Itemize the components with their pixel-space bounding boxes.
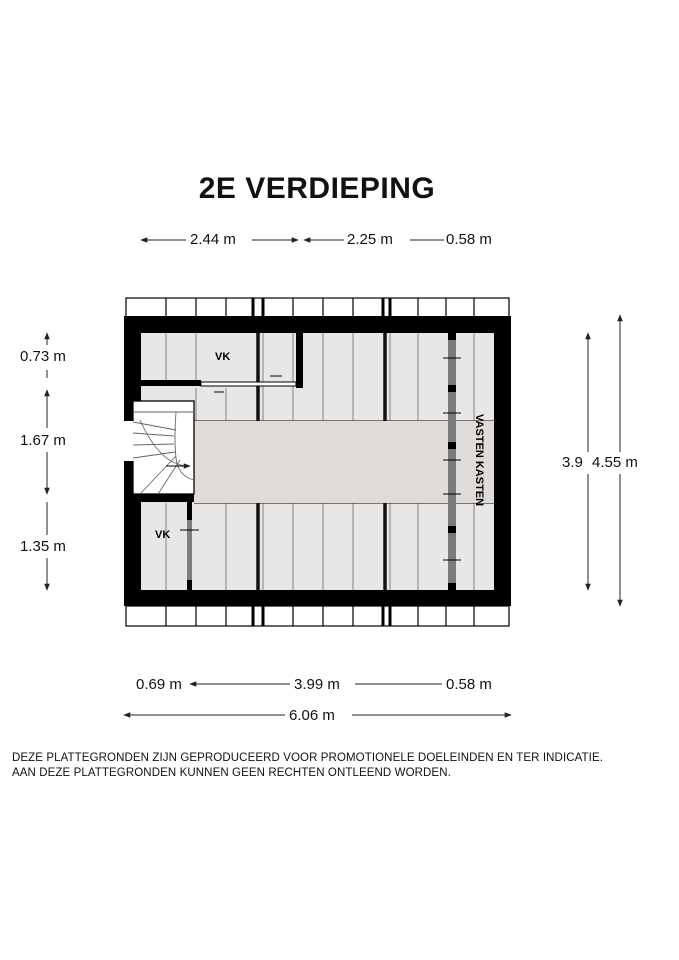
storage-label-bottom: VK [155,529,171,541]
disclaimer-line-2: AAN DEZE PLATTEGRONDEN KUNNEN GEEN RECHTEN ONTLEEND WORDEN. [12,767,451,779]
dim-right-outer: 4.55 m [592,454,638,471]
dim-right-inner: 3.9 [562,454,583,471]
dim-left-3: 1.35 m [20,538,66,555]
closets-label: VASTEN KASTEN [473,414,485,507]
staircase [124,401,194,494]
storage-label-top: VK [215,351,231,363]
dim-left-2: 1.67 m [20,432,66,449]
roof-overhang-top [126,298,509,318]
dim-total-width: 6.06 m [289,707,335,724]
disclaimer [12,751,603,781]
roof-overhang-bottom [126,606,509,626]
dim-top-1: 2.44 m [190,231,236,248]
roof-beams-bottom [141,503,494,590]
dim-left-1: 0.73 m [20,348,66,365]
floor-title: 2E VERDIEPING [198,172,436,205]
dim-bottom-2: 3.99 m [294,676,340,693]
dim-bottom-3: 0.58 m [446,676,492,693]
dim-top-3: 0.58 m [446,231,492,248]
disclaimer-line-1: DEZE PLATTEGRONDEN ZIJN GEPRODUCEERD VOOR PROMOTIONELE DOELEINDEN EN TER INDICATIE. [12,752,604,764]
dim-top-2: 2.25 m [347,231,393,248]
dim-bottom-1: 0.69 m [136,676,182,693]
